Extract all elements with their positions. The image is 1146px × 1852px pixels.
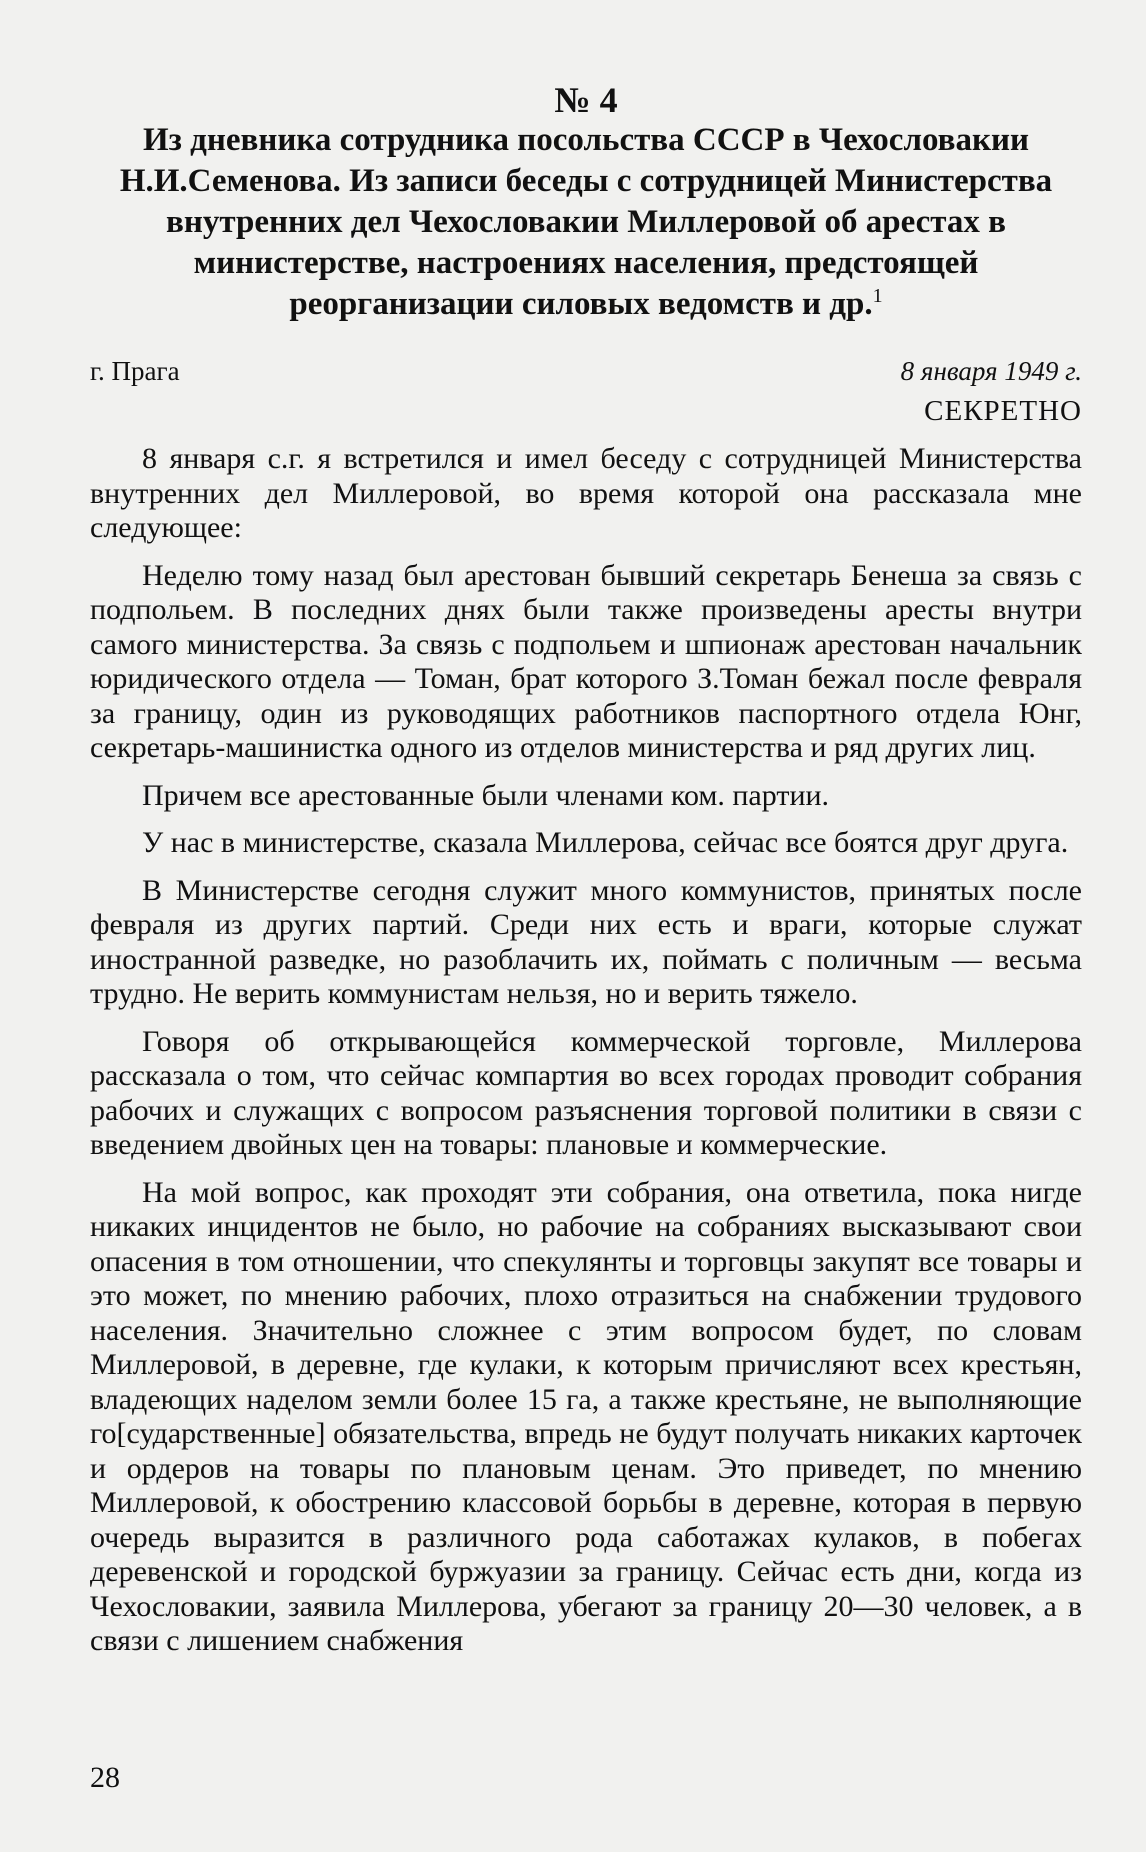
paragraph: Говоря об открывающейся коммерческой торговле, Миллерова рассказала о том, что сейчас компартия во всех городах проводит собрания рабочих и служащих с вопросом разъяснения торговой политики в связи с введением двойных цен на товары: плановые и коммерческие.	[90, 1024, 1082, 1161]
footnote-mark: 1	[872, 285, 883, 307]
paragraph: Неделю тому назад был арестован бывший секретарь Бенеша за связь с подпольем. В последних днях были также произведены аресты внутри самого министерства. За связь с подпольем и шпионаж арестован начальник юридического отдела — Томан, брат которого З.Томан бежал после февраля за границу, один из руководящих работников паспортного отдела Юнг, секретарь-машинистка одного из отделов министерства и ряд других лиц.	[90, 558, 1082, 764]
document-title-text: Из дневника сотрудника посольства СССР в Чехословакии Н.И.Семенова. Из записи беседы с сотрудницей Министерства внутренних дел Чехословакии Миллеровой об арестах в министерстве, настроениях населения, предстоящей реорганизации силовых ведомств и др.	[119, 122, 1053, 322]
body-text	[90, 442, 1082, 1659]
document-page	[90, 80, 1082, 1659]
paragraph: Причем все арестованные были членами ком. партии.	[142, 778, 830, 812]
paragraph: В Министерстве сегодня служит много коммунистов, принятых после февраля из других партий. Среди них есть и враги, которые служат иностранной разведке, но разоблачить их, поймать с поличным — весьма трудно. Не верить коммунистам нельзя, но и верить тяжело.	[90, 873, 1082, 1010]
paragraph: На мой вопрос, как проходят эти собрания, она ответила, пока нигде никаких инцидентов не было, но рабочие на собраниях высказывают свои опасения в том отношении, что спекулянты и торговцы закупят все товары и это может, по мнению рабочих, плохо отразиться на снабжении трудового населения. Значительно сложнее с этим вопросом будет, по словам Миллеровой, в деревне, где кулаки, к которым причисляют всех крестьян, владеющих наделом земли более 15 га, а также крестьяне, не выполняющие го[сударственные] обязательства, впредь не будут получать никаких карточек и ордеров на товары по плановым ценам. Это приведет, по мнению Миллеровой, к обострению классовой борьбы в деревне, которая в первую очередь выразится в различного рода саботажах кулаков, в побегах деревенской и городской буржуазии за границу. Сейчас есть дни, когда из Чехословакии, заявила Миллерова, убегают за границу 20—30 человек, а в связи с лишением снабжения	[90, 1175, 1082, 1657]
page-number: 28	[90, 1761, 120, 1794]
document-number: № 4	[554, 80, 618, 120]
place: г. Прага	[90, 356, 180, 386]
document-title	[90, 120, 1082, 325]
date: 8 января 1949 г.	[900, 356, 1082, 386]
place-date-row	[90, 355, 1082, 388]
paragraph: У нас в министерстве, сказала Миллерова, сейчас все боятся друг друга.	[142, 826, 1069, 859]
paragraph: 8 января с.г. я встретился и имел беседу с сотрудницей Министерства внутренних дел Миллеровой, во время которой она рассказала мне следующее:	[90, 442, 1082, 544]
classification-stamp: СЕКРЕТНО	[924, 395, 1082, 427]
